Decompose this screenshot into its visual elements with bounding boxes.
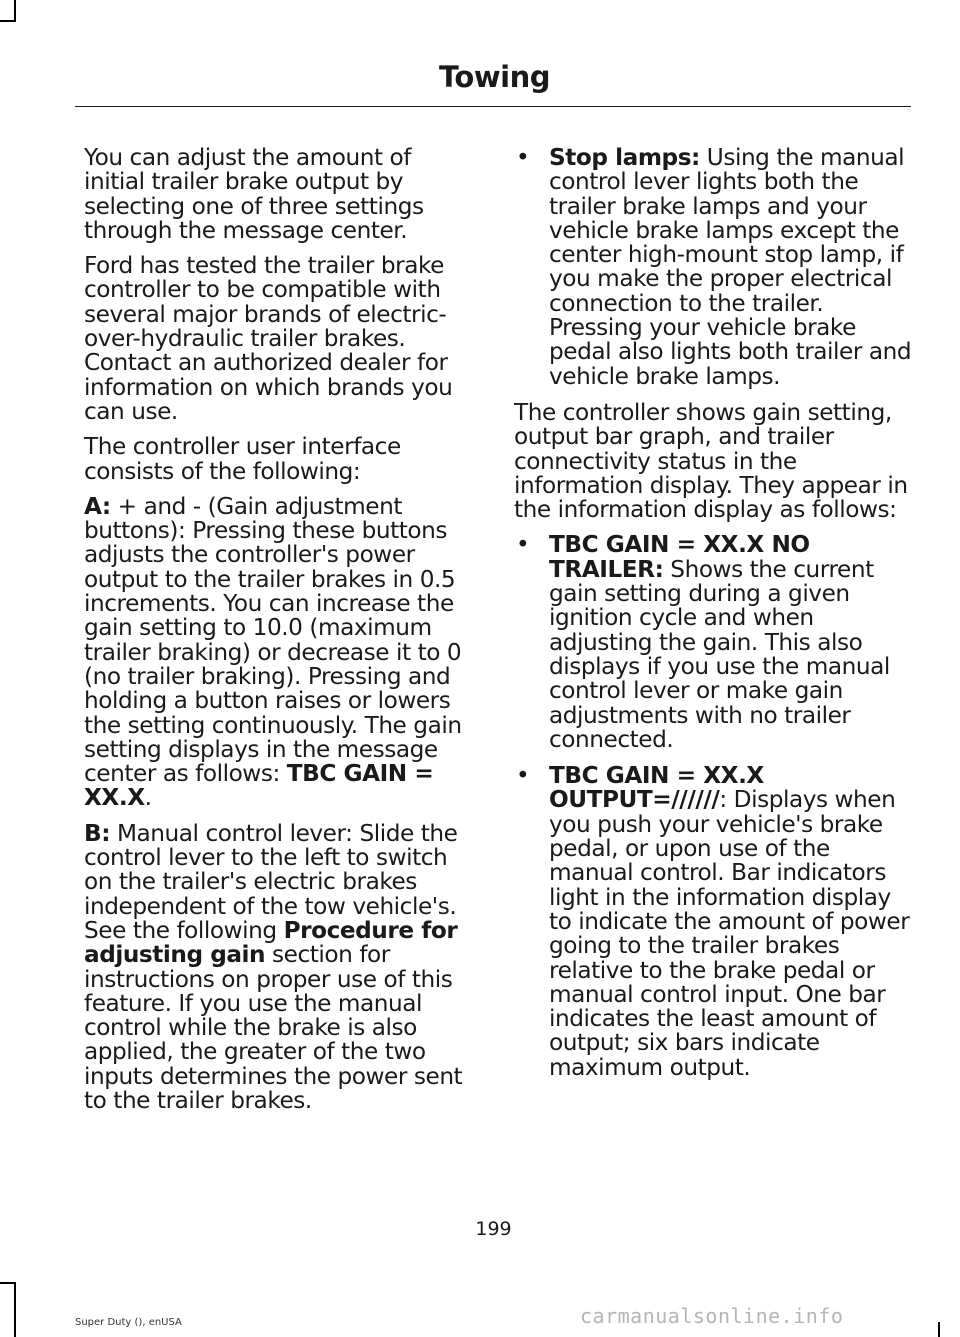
gain-display-code: TBC GAIN = XX.X [84,760,434,812]
item-a-end: . [144,784,152,812]
output-label: TBC GAIN = XX.X OUTPUT=////// [549,762,764,814]
crop-mark-bottom-left-h [0,1282,16,1284]
stop-lamps-text: Using the manual control lever lights both the trailer brake lamps and your vehicle brake lamps except the center high-mount stop lamp, if you make the proper electrical connection to the trailer. Pressing your vehicle brake pedal also lights both trailer and vehicle brake lamps. [549,144,912,390]
no-trailer-label: TBC GAIN = XX.X NO TRAILER: [549,531,810,583]
right-column [514,146,912,1092]
header-divider [75,106,911,107]
bullet-glyph: • [516,762,530,790]
page-title: Towing [439,60,550,94]
crop-mark-top-left-v [14,0,16,20]
item-a-label: A: [84,492,111,520]
bullet-no-trailer [514,533,912,752]
stop-lamps-label: Stop lamps: [549,144,700,171]
paragraph-adjust-output: You can adjust the amount of initial trailer brake output by selecting one of three settings through the message center. [84,144,424,244]
item-a-text: + and - (Gain adjustment buttons): Pressing these buttons adjusts the controller's power output to the trailer brakes in 0.5 increments. You can increase the gain setting to 10.0 (maximum trailer braking) or decrease it to 0 (no trailer braking). Pressing and holding a button raises or lowers the setting continuously. The gain setting displays in the message center as follows: [84,492,462,788]
procedure-reference: Procedure for adjusting gain [84,916,458,969]
bullet-stop-lamps [514,146,912,389]
page-number: 199 [475,1218,512,1240]
crop-mark-top-left-h [0,20,16,22]
item-b-text-2: section for instructions on proper use of this feature. If you use the manual control while the brake is also applied, the greater of the two inputs determines the power sent to the trailer brakes. [84,941,463,1114]
bullet-glyph: • [516,144,530,171]
bullet-output [514,764,912,1080]
paragraph-compatibility: Ford has tested the trailer brake controller to be compatible with several major brands of electric-over-hydraulic trailer brakes. Contact an authorized dealer for information on which brands you can use. [84,252,453,425]
item-b-text-1: Manual control lever: Slide the control lever to the left to switch on the trailer's electric brakes independent of the tow vehicle's. See the following [84,819,458,944]
left-column [84,146,478,1124]
paragraph-manual-lever [84,819,478,1114]
footer-edition: Super Duty (), enUSA [75,1317,182,1328]
crop-mark-bottom-right-v [938,1322,940,1337]
bullet-glyph: • [516,531,530,559]
item-b-label: B: [84,819,111,847]
no-trailer-text: Shows the current gain setting during a given ignition cycle and when adjusting the gain. This also displays if you use the manual control lever or make gain adjustments with no trailer connected. [549,555,890,753]
paragraph-display-info: The controller shows gain setting, output bar graph, and trailer connectivity status in the information display. They appear in the information display as follows: [514,398,908,524]
crop-mark-bottom-left-v [14,1282,16,1337]
watermark: carmanualsonline.info [580,1304,844,1328]
output-text: : Displays when you push your vehicle's brake pedal, or upon use of the manual control. Bar indicators light in the information display to indicate the amount of power going to the trailer brakes relative to the brake pedal or manual control input. One bar indicates the least amount of output; six bars indicate maximum output. [549,786,910,1081]
paragraph-gain-buttons [84,492,478,812]
paragraph-interface-intro: The controller user interface consists of the following: [84,433,401,485]
